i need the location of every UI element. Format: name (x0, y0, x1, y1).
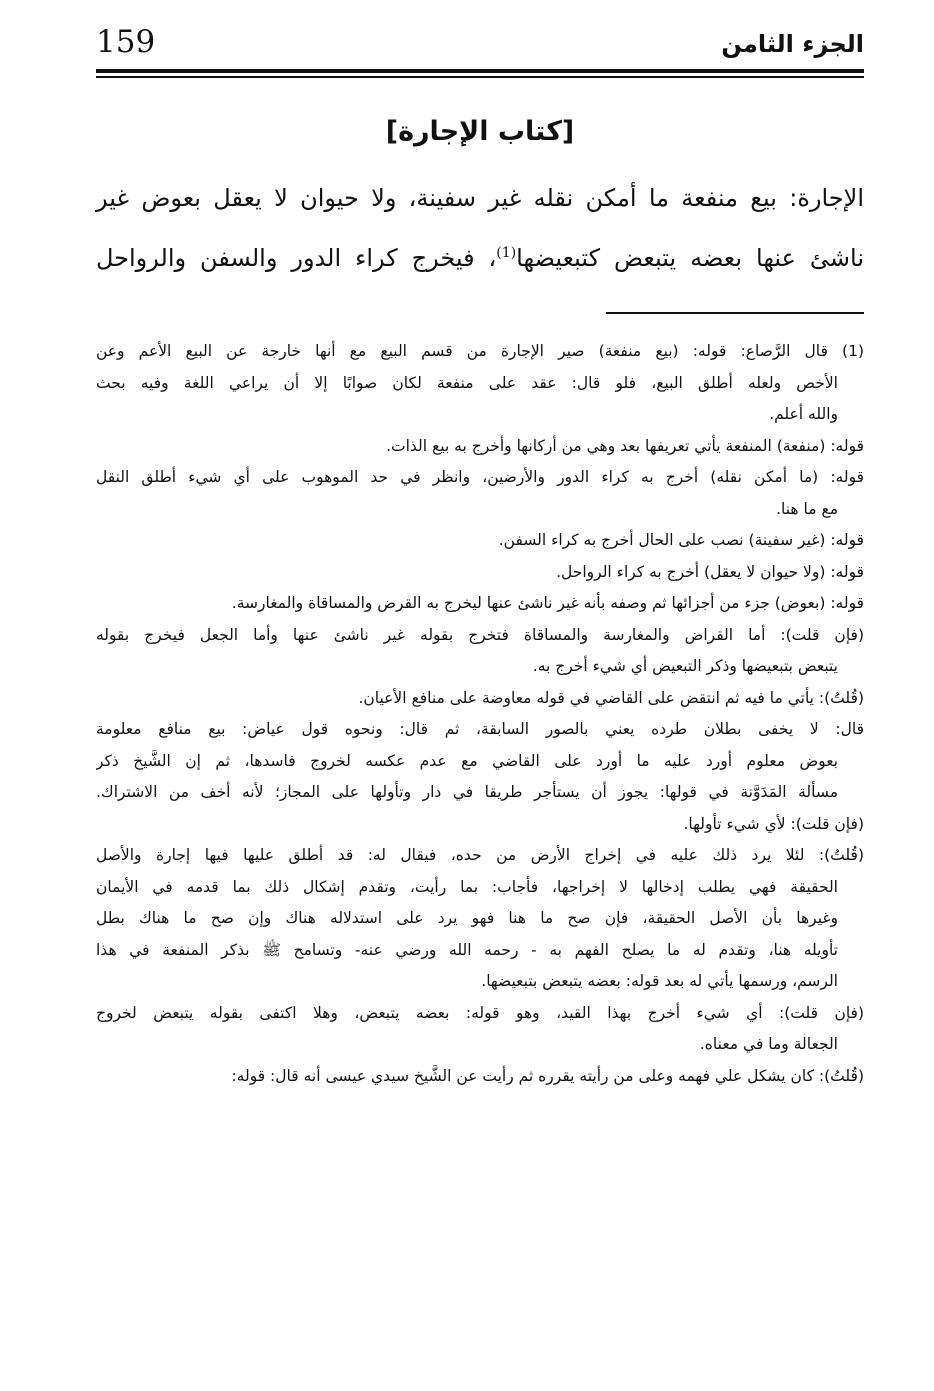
page-header (96, 22, 864, 68)
footnote-line: (قُلتُ): كان يشكل علي فهمه وعلى من رأيته يقرره ثم رأيت عن الشَّيخ سيدي عيسى أنه قال: قوله: (231, 1066, 864, 1085)
footnote-ref: (1) (496, 245, 517, 261)
footnote-line: (فإن قلت): لأي شيء تأولها. (683, 814, 864, 833)
chapter-title: [كتاب الإجارة] (385, 116, 575, 147)
main-text-line-2-start: ناشئ عنها بعضه يتبعض كتبعيضها (516, 244, 864, 272)
main-text-line-2-end: ، فيخرج كراء الدور والسفن والرواحل (96, 244, 497, 272)
footnote-line: مسألة المَدَوَّنة في قولها: يجوز أن يستأجر طريقا في دار وتأولها على المجاز؛ لأنه أخف من الاشتراك. (96, 783, 838, 801)
footnote-line: بعوض معلوم أورد عليه ما أورد على القاضي مع عدم عكسه لخروج فاسدها، ثم إن الشَّيخ ذكر (96, 751, 838, 770)
footnote-line: يتبعض بتبعيضها وذكر التبعيض أي شيء أخرج به. (532, 657, 838, 675)
footnote-line: والله أعلم. (769, 405, 838, 423)
footnote-line: الأخص ولعله أطلق البيع، فلو قال: عقد على منفعة لكان صوابًا إلا أن يراعي اللغة وفيه بحث (96, 373, 838, 392)
footnote-line: قوله: (ما أمكن نقله) أخرج به كراء الدور والأرضين، وانظر في حد الموهوب على أي شيء أطلق النقل (96, 468, 864, 486)
footnote-line: مع ما هنا. (776, 499, 838, 518)
footnote-separator (606, 312, 864, 314)
footnote-line: (1) قال الرَّصاع: قوله: (بيع منفعة) صير الإجارة من قسم البيع مع أنها خارجة عن البيع الأعم وعن (96, 342, 864, 360)
footnote-line: وغيرها بأن الأصل الحقيقة، فإن صح ما هنا فهو يرد على استدلاله هناك وإن صح ما هناك بطل (96, 909, 838, 927)
footnote-line: (فإن قلت): أي شيء أخرج بهذا القيد، وهو قوله: بعضه يتبعض، وهلا اكتفى بقوله يتبعض لخروج (96, 1003, 864, 1022)
footnote-line: قوله: (غير سفينة) نصب على الحال أخرج به كراء السفن. (498, 531, 864, 549)
footnote-line: تأويله هنا، وتقدم له ما يصلح الفهم به - رحمه الله ورضي عنه- وتسامح ﷺ بذكر المنفعة في هذا (96, 940, 838, 959)
main-text-line-1: الإجارة: بيع منفعة ما أمكن نقله غير سفينة، ولا حيوان لا يعقل بعوض غير (96, 184, 864, 212)
running-title: الجزء الثامن (721, 30, 864, 58)
footnote-line: الرسم، ورسمها يأتي له بعد قوله: بعضه يتبعض بتبعيضها. (481, 972, 838, 990)
page-number: 159 (96, 24, 156, 60)
footnote-line: (قُلتُ): يأتي ما فيه ثم انتقض على القاضي في قوله معاوضة على منافع الأعيان. (358, 688, 864, 707)
footnote-line: الجعالة وما في معناه. (699, 1035, 838, 1053)
main-text-line-2 (96, 236, 864, 296)
footnote-line: قوله: (ولا حيوان لا يعقل) أخرج به كراء الرواحل. (556, 562, 864, 581)
header-rule-thin (96, 76, 864, 78)
footnote-line: (فإن قلت): أما القراض والمغارسة والمساقاة فتخرج بقوله غير ناشئ عنها وأما الجعل فيخرج بقوله (96, 625, 864, 644)
footnote-line: قوله: (بعوض) جزء من أجزائها ثم وصفه بأنه غير ناشئ عنها ليخرج به القرض والمساقاة والمغارسة. (231, 594, 864, 612)
header-rule-thick (96, 69, 864, 73)
main-text (96, 176, 864, 296)
footnote-line: قال: لا يخفى بطلان طرده يعني بالصور السابقة، ثم قال: ونحوه قول عياض: بيع منافع معلومة (96, 720, 864, 738)
footnotes (96, 336, 864, 1092)
footnote-line: الحقيقة فهي يطلب إدخالها لا إخراجها، فأجاب: بما رأيت، وتقدم إشكال ذلك بما قدمه في الأيمان (96, 877, 838, 896)
footnote-line: قوله: (منفعة) المنفعة يأتي تعريفها بعد وهي من أركانها وأخرج به بيع الذات. (386, 436, 864, 455)
footnote-line: (قُلتُ): لئلا يرد ذلك عليه في إخراج الأرض من حده، فيقال له: قد أطلق عليها فيها إجارة والأصل (96, 846, 864, 864)
